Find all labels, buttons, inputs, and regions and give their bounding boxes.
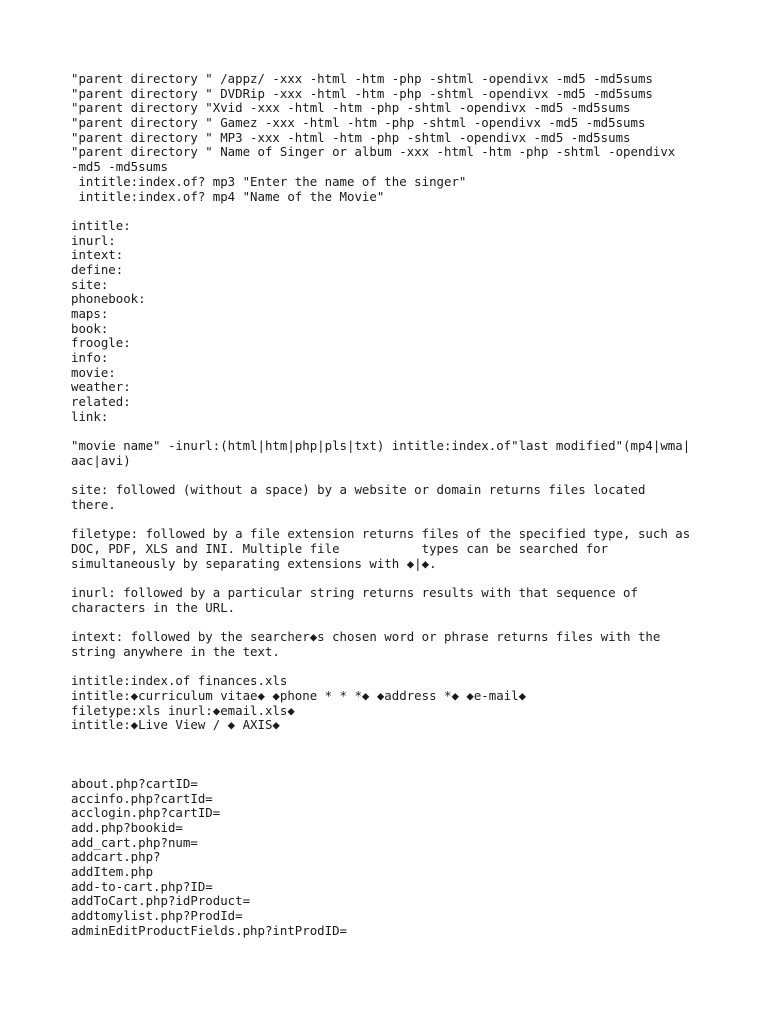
intext-description — [71, 630, 711, 659]
text-line: filetype: followed by a file extension returns files of the specified type, such as — [71, 526, 691, 542]
operator-item: book: — [71, 320, 109, 336]
text-line: DOC, PDF, XLS and INI. Multiple file types can be searched for — [71, 541, 609, 556]
text-line: "parent directory " Gamez -xxx -html -htm -php -shtml -opendivx -md5 -md5sums — [71, 115, 646, 131]
text-line: "parent directory " MP3 -xxx -html -htm -php -shtml -opendivx -md5 -md5sums — [71, 129, 631, 145]
url-item: addcart.php? — [71, 849, 161, 865]
document-page — [71, 72, 711, 939]
blank-line — [71, 425, 711, 440]
url-item: about.php?cartID= — [71, 775, 198, 791]
text-line: intitle:index.of finances.xls — [71, 673, 288, 689]
blank-line — [71, 571, 711, 586]
operator-item: intitle: — [71, 217, 131, 233]
text-line: "parent directory "Xvid -xxx -html -htm -php -shtml -opendivx -md5 -md5sums — [71, 100, 631, 116]
url-item: adminEditProductFields.php?intProdID= — [71, 922, 348, 938]
operator-item: maps: — [71, 306, 109, 321]
site-description — [71, 483, 711, 512]
url-item: addItem.php — [71, 864, 154, 880]
text-line: "parent directory " DVDRip -xxx -html -htm -php -shtml -opendivx -md5 -md5sums — [71, 85, 653, 101]
blank-line — [71, 615, 711, 630]
text-line: string anywhere in the text. — [71, 643, 280, 659]
movie-query-block — [71, 439, 711, 468]
operator-item: intext: — [71, 247, 124, 263]
operator-item: movie: — [71, 364, 116, 380]
operator-item: froogle: — [71, 335, 131, 351]
text-line: "parent directory " /appz/ -xxx -html -htm -php -shtml -opendivx -md5 -md5sums — [71, 71, 653, 86]
blank-line — [71, 513, 711, 528]
operator-item: site: — [71, 276, 109, 292]
url-item: add.php?bookid= — [71, 820, 183, 835]
operator-item: weather: — [71, 379, 131, 395]
url-item: acclogin.php?cartID= — [71, 805, 221, 821]
text-line: -md5 -md5sums — [71, 159, 168, 175]
text-line: intitle:◆Live View / ◆ AXIS◆ — [71, 717, 280, 733]
url-item: add_cart.php?num= — [71, 834, 198, 850]
operator-item: related: — [71, 394, 131, 410]
text-line: "parent directory " Name of Singer or album -xxx -html -htm -php -shtml -opendivx — [71, 144, 676, 160]
parent-directory-block — [71, 72, 711, 204]
blank-space — [71, 733, 711, 777]
text-line: filetype:xls inurl:◆email.xls◆ — [71, 702, 295, 718]
blank-line — [71, 660, 711, 675]
filetype-description — [71, 527, 711, 571]
operator-item: link: — [71, 408, 109, 424]
url-item: addtomylist.php?ProdId= — [71, 908, 243, 924]
operators-list — [71, 219, 711, 425]
text-line: intext: followed by the searcher◆s chosen word or phrase returns files with the — [71, 629, 661, 645]
text-line: intitle:◆curriculum vitae◆ ◆phone * * *◆ ◆address *◆ ◆e-mail◆ — [71, 687, 527, 703]
blank-line — [71, 469, 711, 484]
examples-block — [71, 674, 711, 733]
text-line: "movie name" -inurl:(html|htm|php|pls|txt) intitle:index.of"last modified"(mp4|wma| — [71, 438, 691, 454]
blank-line — [71, 204, 711, 219]
operator-item: inurl: — [71, 232, 116, 248]
text-line: characters in the URL. — [71, 599, 236, 615]
text-line: there. — [71, 496, 116, 512]
text-line: site: followed (without a space) by a website or domain returns files located — [71, 482, 646, 498]
url-item: add-to-cart.php?ID= — [71, 878, 213, 894]
url-list — [71, 777, 711, 939]
text-line: intitle:index.of? mp4 "Name of the Movie" — [71, 188, 385, 204]
text-line: aac|avi) — [71, 452, 131, 468]
text-line: inurl: followed by a particular string returns results with that sequence of — [71, 585, 638, 601]
operator-item: define: — [71, 261, 124, 277]
operator-item: info: — [71, 350, 109, 366]
url-item: addToCart.php?idProduct= — [71, 893, 251, 909]
text-line: simultaneously by separating extensions with ◆|◆. — [71, 555, 437, 571]
url-item: accinfo.php?cartId= — [71, 790, 213, 806]
text-line: intitle:index.of? mp3 "Enter the name of the singer" — [71, 173, 467, 189]
operator-item: phonebook: — [71, 291, 146, 307]
inurl-description — [71, 586, 711, 615]
